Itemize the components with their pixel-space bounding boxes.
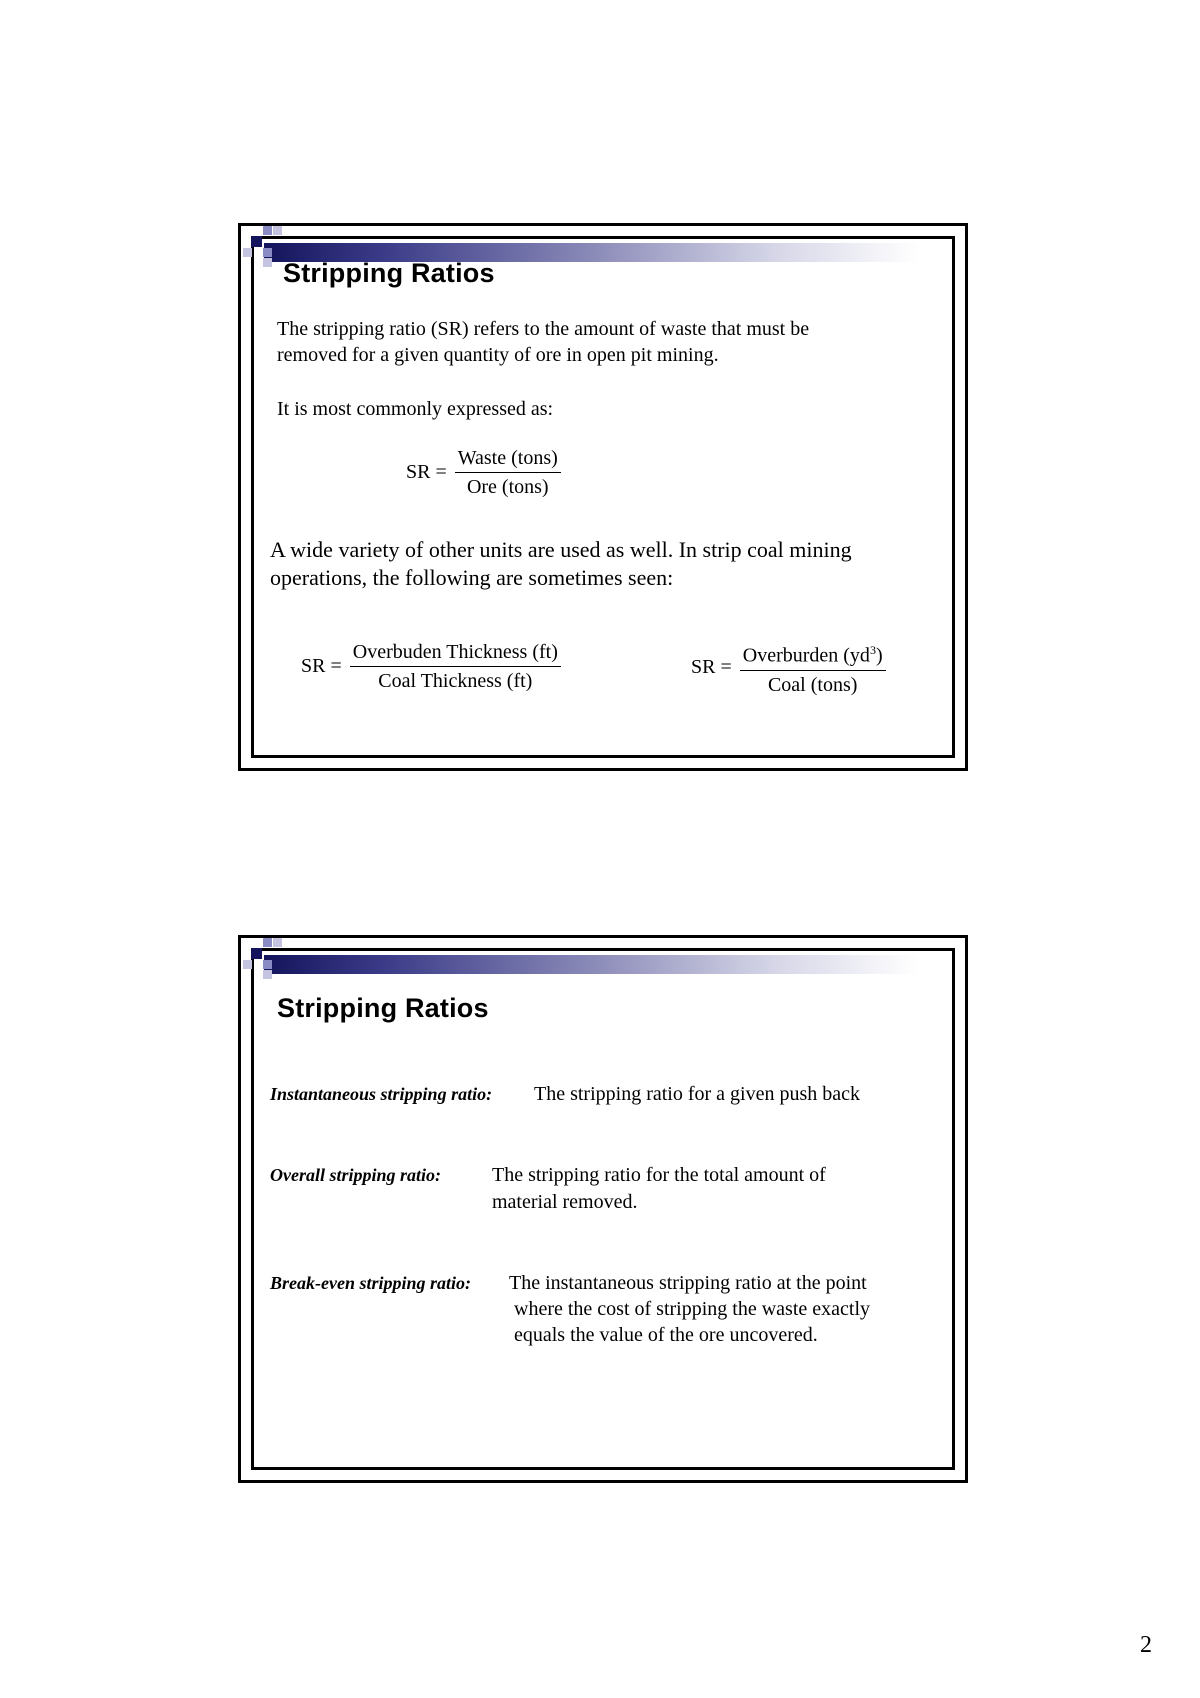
formula-lhs: SR =: [691, 655, 732, 678]
corner-square-icon: [263, 258, 272, 267]
corner-square-icon: [251, 236, 262, 247]
superscript: 3: [869, 643, 876, 657]
slide-title: Stripping Ratios: [277, 993, 489, 1023]
definition-term: Overall stripping ratio:: [270, 1165, 442, 1185]
definition-break-even: [270, 1273, 471, 1294]
intro-text: The stripping ratio (SR) refers to the amount of waste that must be: [277, 318, 810, 340]
corner-square-icon: [263, 248, 272, 257]
definition-term: Break-even stripping ratio:: [270, 1273, 471, 1293]
definition-text: equals the value of the ore uncovered.: [514, 1324, 818, 1346]
formula-denominator: Coal (tons): [767, 673, 858, 696]
definition-instantaneous: [270, 1084, 492, 1105]
expressed-as-text: It is most commonly expressed as:: [277, 398, 554, 420]
slide-title: Stripping Ratios: [283, 258, 495, 288]
definition-text: The stripping ratio for the total amount of: [492, 1164, 826, 1186]
corner-square-icon: [263, 970, 272, 979]
formula-numerator: Waste (tons): [455, 446, 561, 473]
intro-text: removed for a given quantity of ore in open pit mining.: [277, 344, 719, 366]
definition-term: Instantaneous stripping ratio:: [270, 1084, 493, 1104]
formula-lhs: SR =: [301, 655, 342, 677]
formula-waste-ore: [406, 446, 561, 499]
page-number: 2: [1140, 1632, 1152, 1658]
corner-square-icon: [273, 938, 282, 947]
formula-lhs: SR =: [406, 461, 447, 483]
corner-square-icon: [263, 226, 272, 235]
formula-volume: [691, 638, 886, 697]
numerator-close: ): [875, 644, 883, 667]
slide-2: [238, 935, 968, 1483]
definition-text: The instantaneous stripping ratio at the point: [509, 1272, 867, 1294]
definition-text: material removed.: [492, 1191, 638, 1213]
numerator-text: Overburden (yd: [742, 644, 870, 667]
corner-square-icon: [251, 948, 262, 959]
formula-numerator: [740, 638, 886, 671]
variety-text: operations, the following are sometimes seen:: [270, 565, 674, 590]
slide-1: [238, 223, 968, 771]
formula-denominator: Ore (tons): [466, 476, 549, 498]
corner-square-icon: [243, 248, 252, 257]
definition-text: where the cost of stripping the waste exactly: [514, 1298, 870, 1320]
definition-overall: [270, 1165, 441, 1186]
corner-square-icon: [263, 960, 272, 969]
formula-numerator: Overbuden Thickness (ft): [350, 640, 561, 667]
formula-thickness: [301, 640, 561, 693]
corner-square-icon: [243, 960, 252, 969]
title-gradient-bar: [264, 955, 919, 974]
definition-text: The stripping ratio for a given push back: [534, 1083, 861, 1105]
corner-square-icon: [263, 938, 272, 947]
corner-square-icon: [273, 226, 282, 235]
variety-text: A wide variety of other units are used as well. In strip coal mining: [270, 537, 852, 562]
formula-denominator: Coal Thickness (ft): [378, 670, 533, 692]
